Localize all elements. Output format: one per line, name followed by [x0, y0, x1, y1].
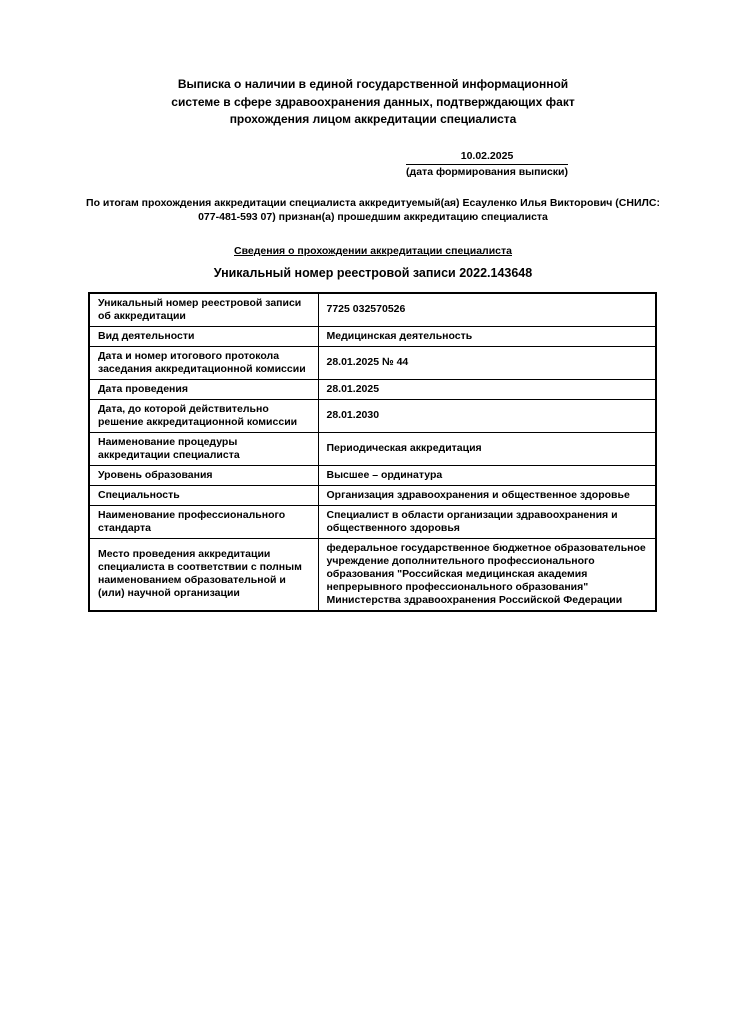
field-label: Наименование процедуры аккредитации специалиста: [89, 432, 318, 465]
table-row: [89, 465, 656, 485]
extract-date: [406, 150, 568, 179]
field-label: Дата, до которой действительно решение аккредитационной комиссии: [89, 399, 318, 432]
document-title: [157, 76, 589, 129]
table-row: [89, 432, 656, 465]
document-title-line-3: прохождения лицом аккредитации специалиста: [229, 112, 517, 126]
extract-date-caption: (дата формирования выписки): [406, 165, 568, 178]
table-row: [89, 399, 656, 432]
table-row: [89, 326, 656, 346]
field-value: Периодическая аккредитация: [318, 432, 656, 465]
table-row: [89, 293, 656, 327]
table-row: [89, 505, 656, 538]
field-value: 28.01.2030: [318, 399, 656, 432]
field-value: Организация здравоохранения и общественное здоровье: [318, 485, 656, 505]
section-header: Сведения о прохождении аккредитации специалиста: [234, 244, 512, 257]
field-value: 28.01.2025 № 44: [318, 346, 656, 379]
field-label: Вид деятельности: [89, 326, 318, 346]
field-value: федеральное государственное бюджетное образовательное учреждение дополнительного профессионального образования "Российская медицинская академия непрерывного профессионального образования" Министерства здравоохранения Российской Федерации: [318, 538, 656, 611]
field-value: Медицинская деятельность: [318, 326, 656, 346]
field-value: Специалист в области организации здравоохранения и общественного здоровья: [318, 505, 656, 538]
table-row: [89, 538, 656, 611]
accreditation-table-body: [89, 293, 656, 611]
table-row: [89, 485, 656, 505]
extract-date-block: [0, 150, 746, 179]
table-row: [89, 346, 656, 379]
field-label: Уровень образования: [89, 465, 318, 485]
field-label: Место проведения аккредитации специалиста в соответствии с полным наименованием образовательной и (или) научной организации: [89, 538, 318, 611]
intro-paragraph: По итогам прохождения аккредитации специалиста аккредитуемый(ая) Есауленко Илья Викторович (СНИЛС: 077-481-593 07) признан(а) прошедшим аккредитацию специалиста: [86, 196, 660, 223]
registry-number-heading: Уникальный номер реестровой записи 2022.143648: [213, 265, 533, 280]
field-label: Наименование профессионального стандарта: [89, 505, 318, 538]
field-label: Уникальный номер реестровой записи об аккредитации: [89, 293, 318, 327]
field-value: Высшее – ординатура: [318, 465, 656, 485]
field-value: 7725 032570526: [318, 293, 656, 327]
document-title-line-1: Выписка о наличии в единой государственной информационной: [177, 77, 569, 91]
extract-date-value: 10.02.2025: [406, 150, 568, 165]
table-row: [89, 379, 656, 399]
accreditation-table: [88, 292, 657, 612]
field-label: Специальность: [89, 485, 318, 505]
document-title-line-2: системе в сфере здравоохранения данных, подтверждающих факт: [171, 94, 575, 109]
field-value: 28.01.2025: [318, 379, 656, 399]
field-label: Дата и номер итогового протокола заседания аккредитационной комиссии: [89, 346, 318, 379]
field-label: Дата проведения: [89, 379, 318, 399]
